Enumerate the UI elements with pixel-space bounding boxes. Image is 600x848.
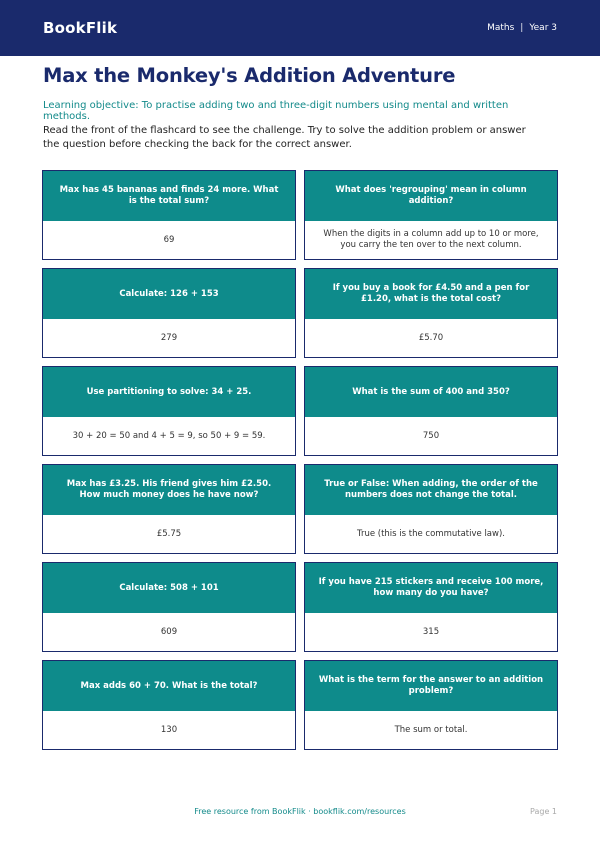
- flashcard-back: 609: [43, 613, 295, 651]
- flashcard-front: Max has £3.25. His friend gives him £2.50. How much money does he have now?: [43, 465, 295, 515]
- flashcard-grid: [42, 170, 558, 750]
- flashcard-back: 315: [305, 613, 557, 651]
- flashcard-back: £5.75: [43, 515, 295, 553]
- flashcard: [42, 660, 296, 750]
- flashcard-back: 130: [43, 711, 295, 749]
- flashcard-back: True (this is the commutative law).: [305, 515, 557, 553]
- flashcard: [42, 562, 296, 652]
- flashcard-front: Use partitioning to solve: 34 + 25.: [43, 367, 295, 417]
- flashcard-back: £5.70: [305, 319, 557, 357]
- flashcard: [304, 660, 558, 750]
- flashcard-back: When the digits in a column add up to 10 or more, you carry the ten over to the next column.: [305, 221, 557, 259]
- footer-link[interactable]: Free resource from BookFlik · bookflik.com/resources: [194, 807, 406, 816]
- flashcard-front: Max has 45 bananas and finds 24 more. What is the total sum?: [43, 171, 295, 221]
- page-number: Page 1: [530, 807, 557, 816]
- flashcard-front: Max adds 60 + 70. What is the total?: [43, 661, 295, 711]
- meta-separator: |: [520, 23, 524, 33]
- page-title: Max the Monkey's Addition Adventure: [43, 64, 456, 87]
- flashcard: [304, 366, 558, 456]
- flashcard-front: True or False: When adding, the order of the numbers does not change the total.: [305, 465, 557, 515]
- flashcard-front: Calculate: 126 + 153: [43, 269, 295, 319]
- flashcard: [304, 268, 558, 358]
- flashcard-front: Calculate: 508 + 101: [43, 563, 295, 613]
- flashcard: [42, 464, 296, 554]
- flashcard-front: What is the sum of 400 and 350?: [305, 367, 557, 417]
- flashcard: [42, 170, 296, 260]
- flashcard: [42, 268, 296, 358]
- flashcard-front: What does 'regrouping' mean in column addition?: [305, 171, 557, 221]
- flashcard-back: The sum or total.: [305, 711, 557, 749]
- subject-label: Maths: [487, 23, 515, 33]
- flashcard-back: 69: [43, 221, 295, 259]
- flashcard-front: If you buy a book for £4.50 and a pen for £1.20, what is the total cost?: [305, 269, 557, 319]
- flashcard: [304, 170, 558, 260]
- flashcard: [304, 562, 558, 652]
- page-footer: [0, 807, 600, 821]
- flashcard-back: 30 + 20 = 50 and 4 + 5 = 9, so 50 + 9 = 59.: [43, 417, 295, 455]
- flashcard-back: 279: [43, 319, 295, 357]
- flashcard-front: What is the term for the answer to an addition problem?: [305, 661, 557, 711]
- flashcard: [42, 366, 296, 456]
- instructions-text: Read the front of the flashcard to see the challenge. Try to solve the addition problem or answer the question before checking the back for the correct answer.: [43, 125, 526, 150]
- year-label: Year 3: [529, 23, 557, 33]
- flashcard-front: If you have 215 stickers and receive 100 more, how many do you have?: [305, 563, 557, 613]
- flashcard-back: 750: [305, 417, 557, 455]
- flashcard: [304, 464, 558, 554]
- brand-logo-text[interactable]: BookFlik: [43, 19, 118, 37]
- header-meta: [487, 23, 557, 33]
- header-bar: [0, 0, 600, 56]
- learning-objective: Learning objective: To practise adding two and three-digit numbers using mental and written methods.: [43, 100, 509, 122]
